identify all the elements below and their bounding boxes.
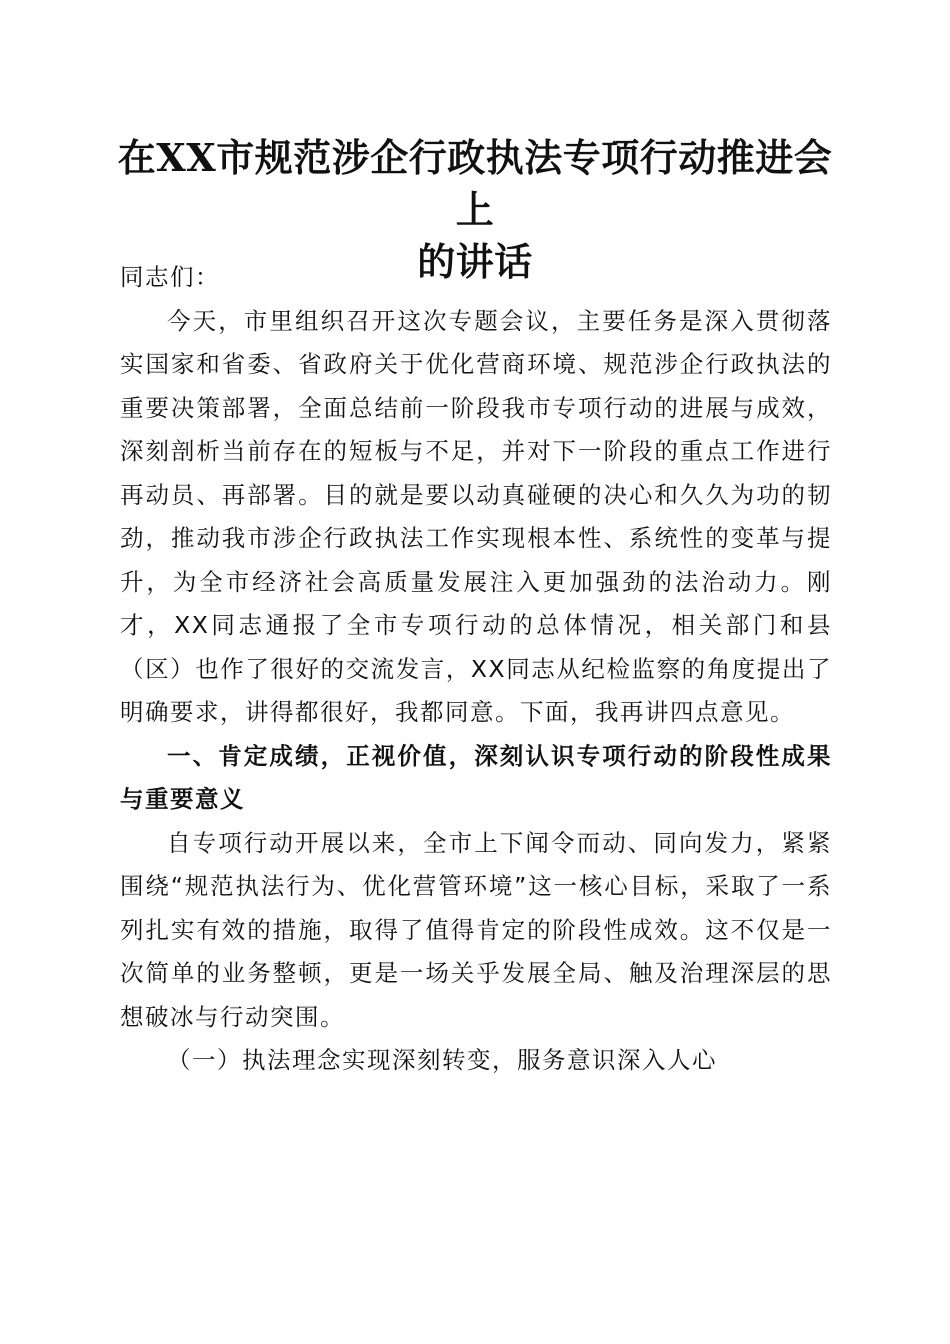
document-body bbox=[120, 256, 832, 1083]
subsection-heading-1: （一）执法理念实现深刻转变，服务意识深入人心 bbox=[167, 1046, 717, 1074]
paragraph-section-1: 自专项行动开展以来，全市上下闻令而动、同向发力，紧紧围绕“规范执法行为、优化营管环境”这一核心目标，采取了一系列扎实有效的措施，取得了值得肯定的阶段性成效。这不仅是一次简单的业务整顿，更是一场关乎发展全局、触及治理深层的思想破冰与行动突围。 bbox=[120, 828, 832, 1031]
section-heading-1: 一、肯定成绩，正视价值，深刻认识专项行动的阶段性成果与重要意义 bbox=[120, 741, 832, 813]
paragraph-opening: 今天，市里组织召开这次专题会议，主要任务是深入贯彻落实国家和省委、省政府关于优化营商环境、规范涉企行政执法的重要决策部署，全面总结前一阶段我市专项行动的进展与成效，深刻剖析当前存在的短板与不足，并对下一阶段的重点工作进行再动员、再部署。目的就是要以动真碰硬的决心和久久为功的韧劲，推动我市涉企行政执法工作实现根本性、系统性的变革与提升，为全市经济社会高质量发展注入更加强劲的法治动力。刚才，XX同志通报了全市专项行动的总体情况，相关部门和县（区）也作了很好的交流发言，XX同志从纪检监察的角度提出了明确要求，讲得都很好，我都同意。下面，我再讲四点意见。 bbox=[120, 306, 832, 726]
title-line-1: 在XX市规范涉企行政执法专项行动推进会上 bbox=[117, 135, 833, 232]
title-line-2: 的讲话 bbox=[417, 239, 533, 284]
salutation: 同志们： bbox=[120, 263, 220, 291]
